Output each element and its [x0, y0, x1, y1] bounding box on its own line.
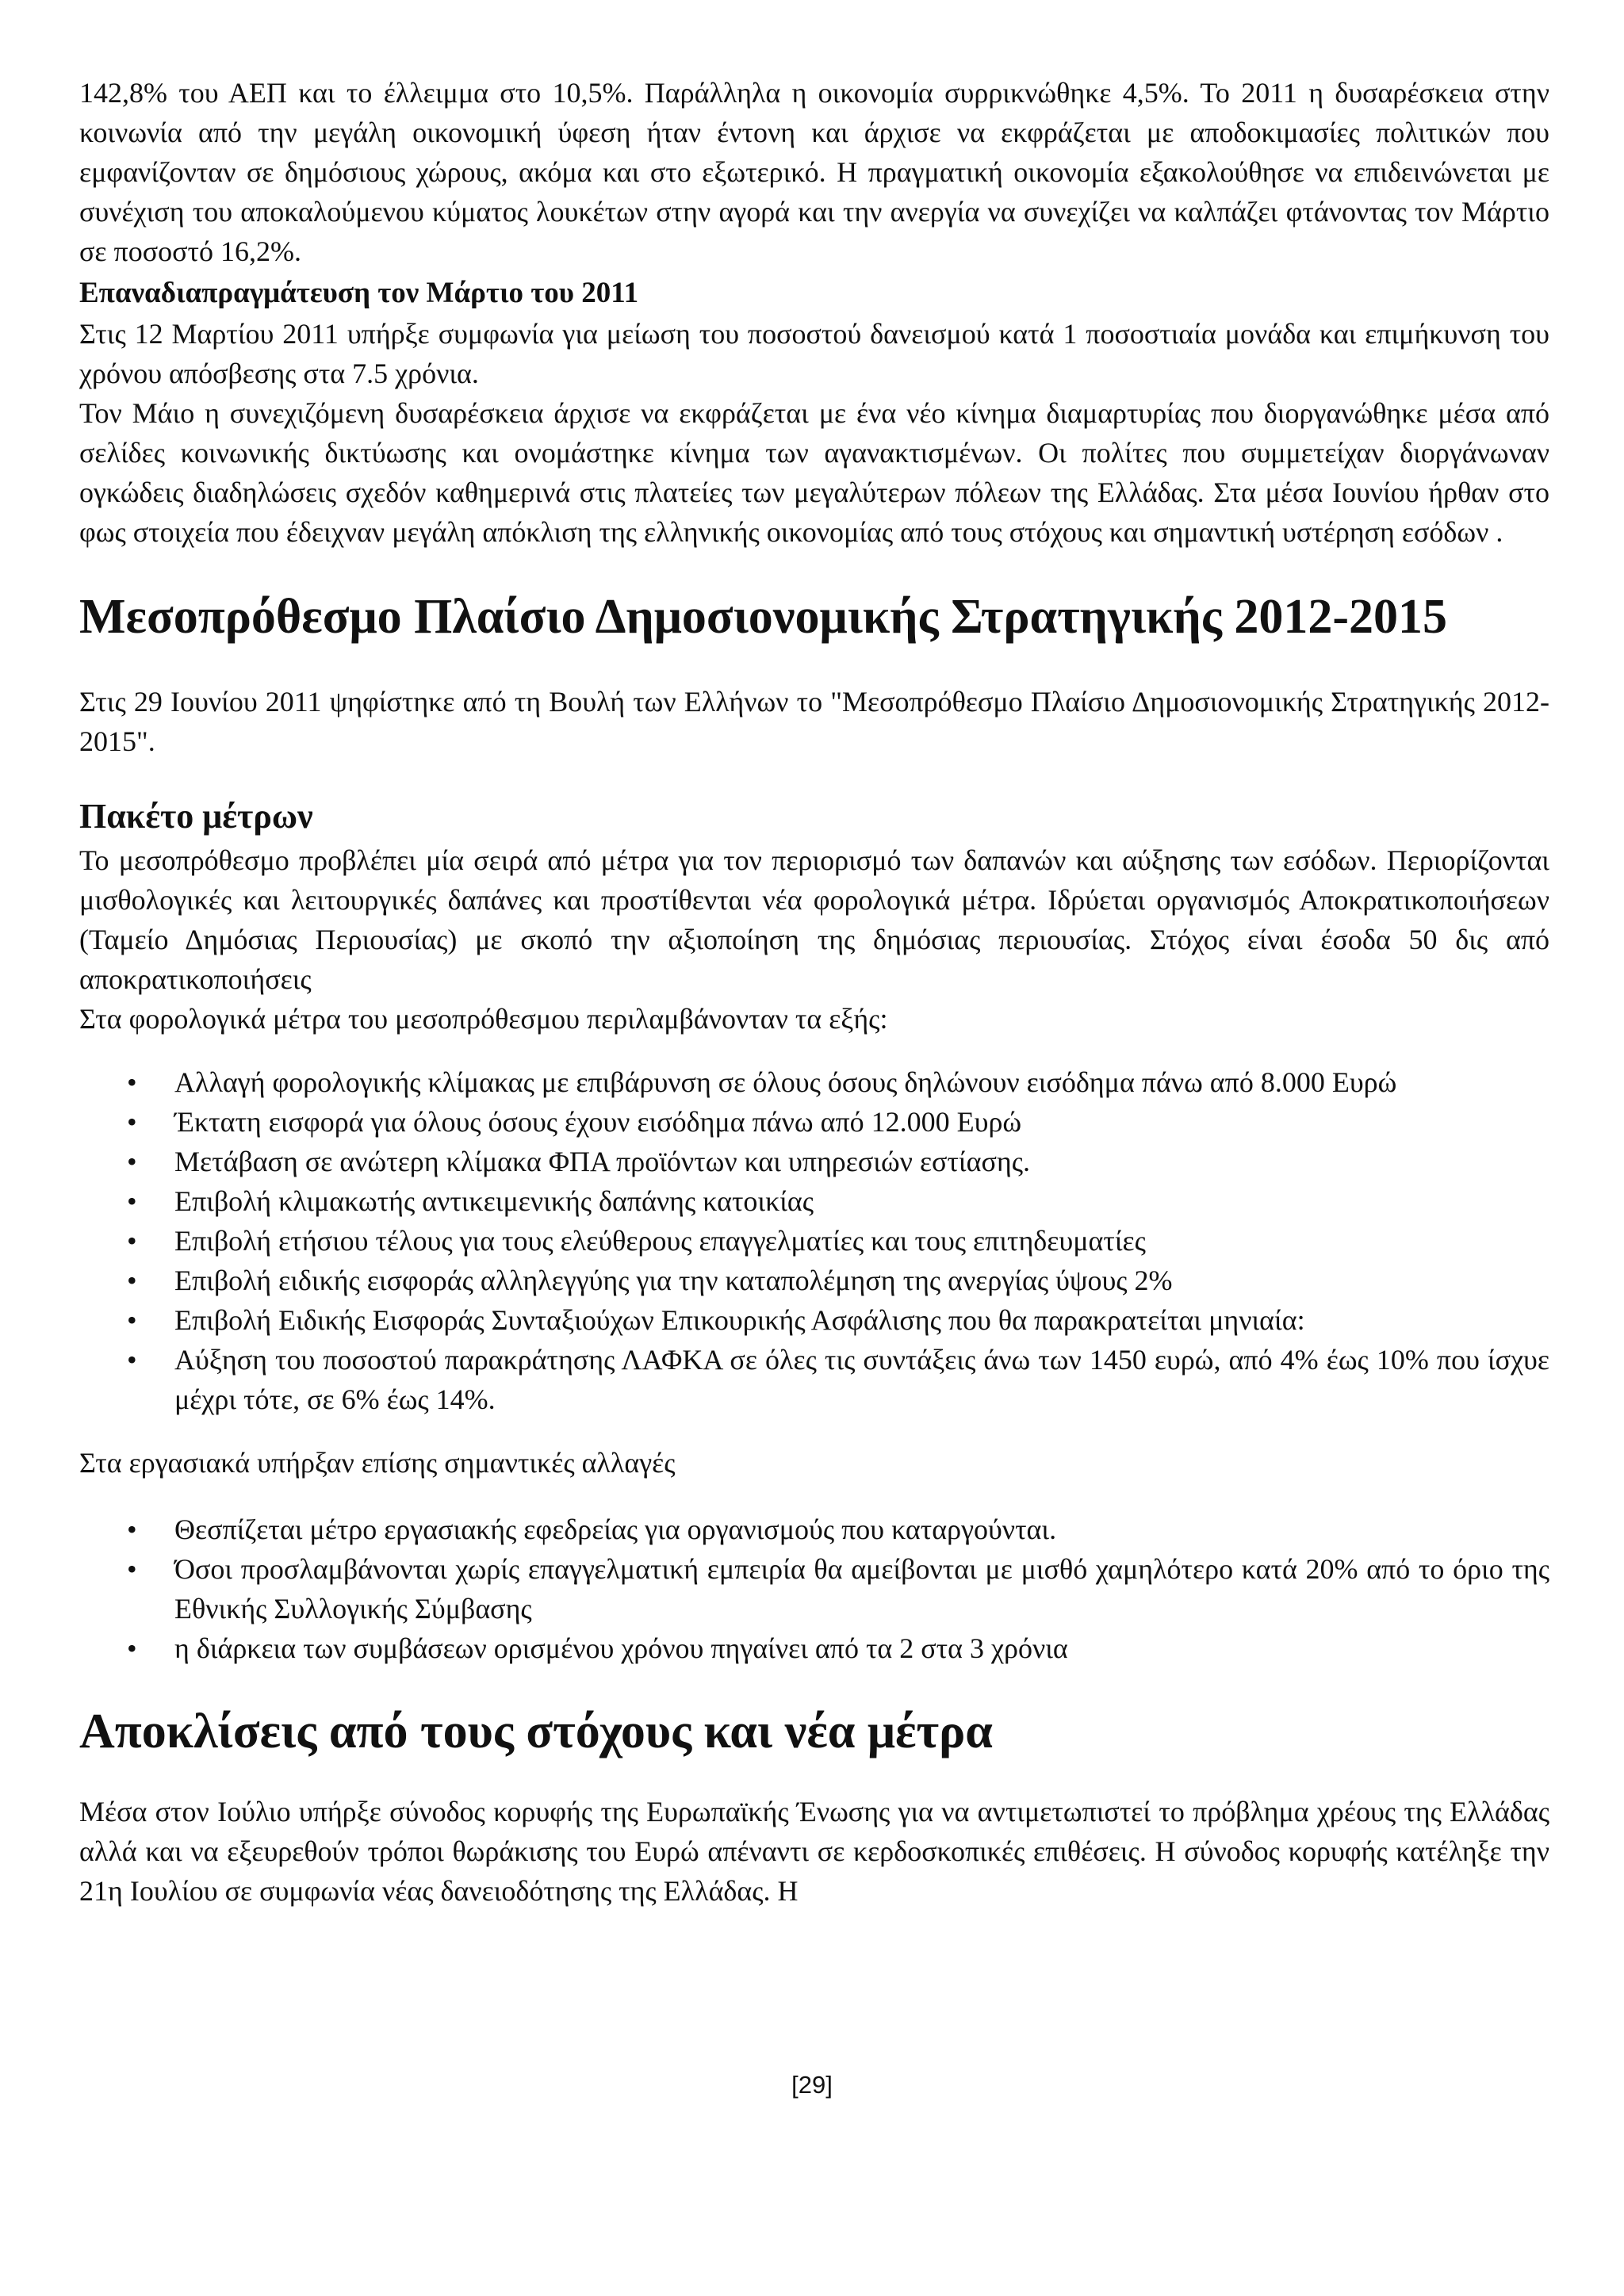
list-item: [79, 1221, 1549, 1261]
list-item: [79, 1102, 1549, 1142]
bullet-icon: •: [127, 1106, 137, 1138]
list-item-text: Επιβολή ειδικής εισφοράς αλληλεγγύης για την καταπολέμηση της ανεργίας ύψους 2%: [174, 1265, 1173, 1296]
list-item: [79, 1300, 1549, 1340]
intro-paragraph: 142,8% του ΑΕΠ και το έλλειμμα στο 10,5%. Παράλληλα η οικονομία συρρικνώθηκε 4,5%. Το 2011 η δυσαρέσκεια στην κοινωνία από την μεγάλη οικονομική ύφεση ήταν έντονη και άρχισε να εκφράζεται με αποδοκιμασίες πολιτικών που εμφανίζονταν σε δημόσιους χώρους, ακόμα και στο εξωτερικό. Η πραγματική οικονομία εξακολούθησε να επιδεινώνεται με συνέχιση του αποκαλούμενου κύματος λουκέτων στην αγορά και την ανεργία να συνεχίζει να καλπάζει φτάνοντας τον Μάρτιο σε ποσοστό 16,2%.: [79, 77, 1549, 267]
bullet-icon: •: [127, 1185, 137, 1217]
list-item-text: Αλλαγή φορολογικής κλίμακας με επιβάρυνση σε όλους όσους δηλώνουν εισόδημα πάνω από 8.000 Ευρώ: [174, 1066, 1397, 1098]
deviations-heading: Αποκλίσεις από τους στόχους και νέα μέτρα: [79, 1705, 993, 1758]
deviations-paragraph: Μέσα στον Ιούλιο υπήρξε σύνοδος κορυφής της Ευρωπαϊκής Ένωσης για να αντιμετωπιστεί το πρόβλημα χρέους της Ελλάδας αλλά και να εξευρεθούν τρόποι θωράκισης του Ευρώ απέναντι σε κερδοσκοπικές επιθέσεις. Η σύνοδος κορυφής κατέληξε την 21η Ιουλίου σε συμφωνία νέας δανειοδότησης της Ελλάδας. Η: [79, 1796, 1549, 1907]
labor-measures-list: [79, 1510, 1549, 1668]
bullet-icon: •: [127, 1225, 137, 1257]
list-item-text: Επιβολή κλιμακωτής αντικειμενικής δαπάνης κατοικίας: [174, 1185, 814, 1217]
list-item-text: Έκτατη εισφορά για όλους όσους έχουν εισόδημα πάνω από 12.000 Ευρώ: [174, 1106, 1022, 1138]
bullet-icon: •: [127, 1265, 137, 1296]
renegotiation-heading: Επαναδιαπραγμάτευση τον Μάρτιο του 2011: [79, 277, 639, 309]
midterm-heading: Μεσοπρόθεσμο Πλαίσιο Δημοσιονομικής Στρατηγικής 2012-2015: [79, 590, 1448, 644]
list-item: [79, 1261, 1549, 1300]
document-page: [79, 73, 1549, 1911]
list-item: [79, 1549, 1549, 1628]
bullet-icon: •: [127, 1513, 137, 1545]
list-item-text: Μετάβαση σε ανώτερη κλίμακα ΦΠΑ προϊόντων και υπηρεσιών εστίασης.: [174, 1146, 1030, 1177]
list-item-text: Αύξηση του ποσοστού παρακράτησης ΛΑΦΚΑ σε όλες τις συντάξεις άνω των 1450 ευρώ, από 4% έως 10% που ίσχυε μέχρι τότε, σε 6% έως 14%.: [174, 1344, 1549, 1415]
page-number: [29]: [791, 2071, 833, 2099]
bullet-icon: •: [127, 1146, 137, 1177]
bullet-icon: •: [127, 1066, 137, 1098]
midterm-paragraph: Στις 29 Ιουνίου 2011 ψηφίστηκε από τη Βουλή των Ελλήνων το "Μεσοπρόθεσμο Πλαίσιο Δημοσιονομικής Στρατηγικής 2012-2015".: [79, 686, 1549, 757]
list-item: [79, 1062, 1549, 1102]
list-item-text: Επιβολή ετήσιου τέλους για τους ελεύθερους επαγγελματίες και τους επιτηδευματίες: [174, 1225, 1146, 1257]
list-item: [79, 1181, 1549, 1221]
tax-measures-list: [79, 1062, 1549, 1419]
list-item: [79, 1142, 1549, 1181]
package-heading: Πακέτο μέτρων: [79, 797, 313, 836]
list-item-text: Θεσπίζεται μέτρο εργασιακής εφεδρείας για οργανισμούς που καταργούνται.: [174, 1513, 1057, 1545]
bullet-icon: •: [127, 1344, 137, 1376]
list-item: [79, 1510, 1549, 1549]
list-item-text: Επιβολή Ειδικής Εισφοράς Συνταξιούχων Επικουρικής Ασφάλισης που θα παρακρατείται μηνιαία:: [174, 1304, 1305, 1336]
list-item-text: η διάρκεια των συμβάσεων ορισμένου χρόνου πηγαίνει από τα 2 στα 3 χρόνια: [174, 1632, 1068, 1664]
labor-measures-intro: Στα εργασιακά υπήρξαν επίσης σημαντικές αλλαγές: [79, 1447, 676, 1479]
bullet-icon: •: [127, 1632, 137, 1664]
package-paragraph: Το μεσοπρόθεσμο προβλέπει μία σειρά από μέτρα για τον περιορισμό των δαπανών και αύξησης των εσόδων. Περιορίζονται μισθολογικές και λειτουργικές δαπάνες και προστίθενται νέα φορολογικά μέτρα. Ιδρύεται οργανισμός Αποκρατικοποιήσεων (Ταμείο Δημόσιας Περιουσίας) με σκοπό την αξιοποίηση της δημόσιας περιουσίας. Στόχος είναι έσοδα 50 δις από αποκρατικοποιήσεις: [79, 844, 1549, 995]
list-item-text: Όσοι προσλαμβάνονται χωρίς επαγγελματική εμπειρία θα αμείβονται με μισθό χαμηλότερο κατά 20% από το όριο της Εθνικής Συλλογικής Σύμβασης: [174, 1553, 1549, 1624]
bullet-icon: •: [127, 1304, 137, 1336]
renegotiation-paragraph-1: Στις 12 Μαρτίου 2011 υπήρξε συμφωνία για μείωση του ποσοστού δανεισμού κατά 1 ποσοστιαία μονάδα και επιμήκυνση του χρόνου απόσβεσης στα 7.5 χρόνια.: [79, 318, 1549, 389]
bullet-icon: •: [127, 1553, 137, 1585]
list-item: [79, 1340, 1549, 1419]
tax-measures-intro: Στα φορολογικά μέτρα του μεσοπρόθεσμου περιλαμβάνονταν τα εξής:: [79, 1003, 888, 1035]
list-item: [79, 1628, 1549, 1668]
renegotiation-paragraph-2: Τον Μάιο η συνεχιζόμενη δυσαρέσκεια άρχισε να εκφράζεται με ένα νέο κίνημα διαμαρτυρίας που διοργανώθηκε μέσα από σελίδες κοινωνικής δικτύωσης και ονομάστηκε κίνημα των αγανακτισμένων. Οι πολίτες που συμμετείχαν διοργάνωναν ογκώδεις διαδηλώσεις σχεδόν καθημερινά στις πλατείες των μεγαλύτερων πόλεων της Ελλάδας. Στα μέσα Ιουνίου ήρθαν στο φως στοιχεία που έδειχναν μεγάλη απόκλιση της ελληνικής οικονομίας από τους στόχους και σημαντική υστέρηση εσόδων .: [79, 397, 1549, 548]
